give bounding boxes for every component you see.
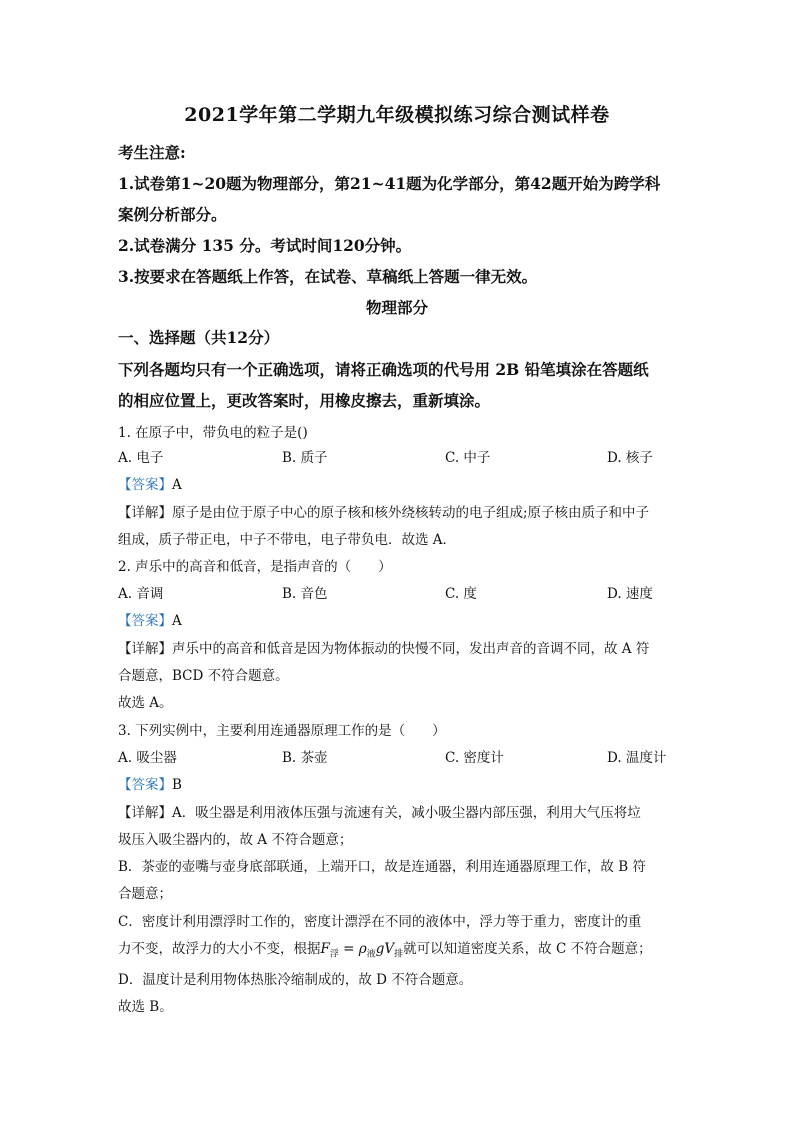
question-1-option-a: A. 电子: [118, 450, 164, 466]
detail-text: 声乐中的高音和低音是因为物体振动的快慢不同，发出声音的音调不同，故 A 符: [172, 641, 650, 657]
question-2-option-a: A. 音调: [118, 586, 164, 602]
formula-rho: ρ: [358, 941, 367, 957]
question-3-option-a: A. 吸尘器: [118, 750, 177, 766]
question-2-detail-line-1: [118, 637, 649, 657]
buoyancy-formula: [320, 941, 404, 960]
detail-text: A．吸尘器是利用液体压强与流速有关，减小吸尘器内部压强，利用大气压将垃: [172, 805, 641, 821]
question-3-detail-line-7: D．温度计是利用物体热胀冷缩制成的，故 D 不符合题意。: [118, 972, 473, 988]
question-2-option-c: C. 度: [445, 586, 477, 602]
question-3-option-c: C. 密度计: [445, 750, 504, 766]
notice-item-2: 2.试卷满分 135 分。考试时间120分钟。: [118, 236, 412, 255]
part1-heading: 一、选择题（共12分）: [118, 328, 280, 347]
page-title: 2021学年第二学期九年级模拟练习综合测试样卷: [184, 104, 610, 126]
formula-g: g: [375, 941, 385, 957]
detail-tag: 【详解】: [118, 805, 172, 821]
formula-v: V: [384, 941, 395, 957]
question-3-detail-line-5: C．密度计利用漂浮时工作的，密度计漂浮在不同的液体中，浮力等于重力，密度计的重: [118, 914, 642, 930]
question-2-option-d: D. 速度: [607, 586, 653, 602]
question-2-stem: 2. 声乐中的高音和低音，是指声音的（ ）: [118, 559, 392, 575]
question-3-detail-line-3: B．茶壶的壶嘴与壶身底部联通，上端开口，故是连通器，利用连通器原理工作，故 B 符: [118, 859, 646, 875]
answer-value: A: [172, 613, 182, 629]
notice-heading: 考生注意:: [118, 143, 186, 162]
question-3-detail-line-8: 故选 B。: [118, 999, 173, 1015]
question-2-detail-line-3: 故选 A。: [118, 695, 173, 711]
section-title: 物理部分: [365, 298, 428, 317]
question-2-detail-line-2: 合题意，BCD 不符合题意。: [118, 668, 289, 684]
formula-eq: =: [338, 941, 359, 957]
answer-tag: 【答案】: [118, 613, 172, 629]
question-2-option-b: B. 音色: [282, 586, 328, 602]
detail-tag: 【详解】: [118, 505, 172, 521]
notice-item-1-line-2: 案例分析部分。: [118, 205, 227, 224]
formula-f-sub: 浮: [329, 949, 339, 960]
question-3-stem: 3. 下列实例中，主要利用连通器原理工作的是（ ）: [118, 723, 446, 739]
formula-f: F: [320, 941, 330, 957]
question-3-detail-line-4: 合题意；: [118, 886, 172, 902]
question-1-answer: [118, 473, 182, 493]
notice-item-3: 3.按要求在答题纸上作答，在试卷、草稿纸上答题一律无效。: [118, 267, 538, 286]
answer-tag: 【答案】: [118, 477, 172, 493]
question-3-answer: [118, 773, 182, 793]
question-1-detail-line-2: 组成，质子带正电，中子不带电，电子带负电．故选 A．: [118, 532, 457, 548]
question-2-answer: [118, 609, 182, 629]
detail-tag: 【详解】: [118, 641, 172, 657]
question-1-stem: 1. 在原子中，带负电的粒子是(): [118, 425, 308, 441]
question-1-option-d: D. 核子: [607, 450, 653, 466]
question-3-option-b: B. 茶壶: [282, 750, 328, 766]
answer-value: A: [172, 477, 182, 493]
detail-text: 力不变，故浮力的大小不变，根据: [118, 941, 321, 957]
part1-instruction-line-2: 的相应位置上，更改答案时，用橡皮擦去，重新填涂。: [118, 391, 491, 410]
question-1-option-c: C. 中子: [445, 450, 491, 466]
formula-rho-sub: 液: [366, 949, 376, 960]
answer-value: B: [172, 777, 182, 793]
question-1-option-b: B. 质子: [282, 450, 328, 466]
question-1-detail-line-1: [118, 501, 649, 521]
answer-tag: 【答案】: [118, 777, 172, 793]
question-3-detail-line-2: 圾压入吸尘器内的，故 A 不符合题意；: [118, 832, 353, 848]
detail-text: 原子是由位于原子中心的原子核和核外绕核转动的电子组成;原子核由质子和中子: [172, 505, 650, 521]
question-3-detail-line-1: [118, 801, 641, 821]
question-3-detail-line-6: [118, 937, 652, 960]
question-3-option-d: D. 温度计: [607, 750, 667, 766]
formula-v-sub: 排: [394, 949, 404, 960]
detail-text: 就可以知道密度关系，故 C 不符合题意；: [403, 941, 652, 957]
part1-instruction-line-1: 下列各题均只有一个正确选项，请将正确选项的代号用 2B 铅笔填涂在答题纸: [118, 360, 649, 379]
notice-item-1-line-1: 1.试卷第1~20题为物理部分，第21~41题为化学部分，第42题开始为跨学科: [118, 174, 661, 193]
